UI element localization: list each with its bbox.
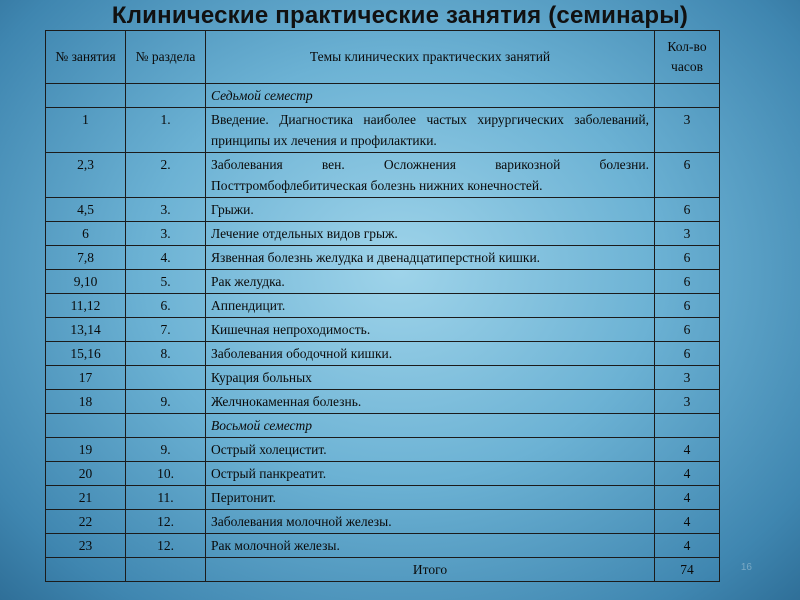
lesson-cell: 9,10: [46, 270, 126, 294]
topic-cell: Рак желудка.: [206, 270, 655, 294]
section-cell: 6.: [126, 294, 206, 318]
lesson-cell: 18: [46, 390, 126, 414]
table-row: [46, 342, 720, 366]
table-header-row: [46, 31, 720, 84]
lesson-cell: 6: [46, 222, 126, 246]
topic-cell: Лечение отдельных видов грыж.: [206, 222, 655, 246]
section-cell: 9.: [126, 438, 206, 462]
section-cell: 9.: [126, 390, 206, 414]
semester-label: Восьмой семестр: [206, 414, 655, 438]
lesson-cell: 17: [46, 366, 126, 390]
section-cell: 7.: [126, 318, 206, 342]
section-cell: 4.: [126, 246, 206, 270]
hours-cell: 6: [655, 294, 720, 318]
table-row: [46, 534, 720, 558]
hours-cell: [655, 84, 720, 108]
lesson-cell: 11,12: [46, 294, 126, 318]
topic-cell: Грыжи.: [206, 198, 655, 222]
table-row: [46, 246, 720, 270]
hours-cell: 6: [655, 318, 720, 342]
lesson-cell: 2,3: [46, 153, 126, 198]
topic-cell: Заболевания молочной железы.: [206, 510, 655, 534]
table-row: [46, 438, 720, 462]
table-row: [46, 510, 720, 534]
hours-cell: 6: [655, 246, 720, 270]
topic-cell: Курация больных: [206, 366, 655, 390]
hours-cell: 6: [655, 198, 720, 222]
total-label: Итого: [206, 558, 655, 582]
section-cell: 8.: [126, 342, 206, 366]
section-cell: 1.: [126, 108, 206, 153]
lesson-cell: 21: [46, 486, 126, 510]
semester-row: [46, 414, 720, 438]
hours-cell: 3: [655, 222, 720, 246]
hours-cell: 6: [655, 270, 720, 294]
page-title: Клинические практические занятия (семинары): [111, 2, 689, 29]
table-row: [46, 462, 720, 486]
topic-cell: Желчнокаменная болезнь.: [206, 390, 655, 414]
hours-cell: 6: [655, 342, 720, 366]
total-row: [46, 558, 720, 582]
section-cell: [126, 414, 206, 438]
section-cell: 10.: [126, 462, 206, 486]
topic-cell: Язвенная болезнь желудка и двенадцатиперстной кишки.: [206, 246, 655, 270]
hours-cell: 4: [655, 534, 720, 558]
hours-cell: 4: [655, 462, 720, 486]
topic-cell: Перитонит.: [206, 486, 655, 510]
lesson-cell: 13,14: [46, 318, 126, 342]
header-lesson-no: № занятия: [46, 31, 126, 84]
header-section-no: № раздела: [126, 31, 206, 84]
section-cell: [126, 558, 206, 582]
header-hours: Кол-во часов: [655, 31, 720, 84]
section-cell: 12.: [126, 534, 206, 558]
table-body: [46, 84, 720, 582]
section-cell: 2.: [126, 153, 206, 198]
topic-cell: Острый холецистит.: [206, 438, 655, 462]
table-row: [46, 390, 720, 414]
hours-cell: 4: [655, 510, 720, 534]
table-row: [46, 108, 720, 153]
total-hours: 74: [655, 558, 720, 582]
topic-cell: Аппендицит.: [206, 294, 655, 318]
hours-cell: 4: [655, 438, 720, 462]
hours-cell: 6: [655, 153, 720, 198]
topic-cell: Острый панкреатит.: [206, 462, 655, 486]
lesson-cell: [46, 414, 126, 438]
section-cell: 12.: [126, 510, 206, 534]
table-row: [46, 270, 720, 294]
semester-row: [46, 84, 720, 108]
table-row: [46, 198, 720, 222]
section-cell: 5.: [126, 270, 206, 294]
topic-cell: Рак молочной железы.: [206, 534, 655, 558]
table-row: [46, 366, 720, 390]
table-row: [46, 222, 720, 246]
lesson-cell: 7,8: [46, 246, 126, 270]
section-cell: [126, 366, 206, 390]
page-number: 16: [740, 562, 752, 573]
lesson-cell: 20: [46, 462, 126, 486]
hours-cell: 3: [655, 108, 720, 153]
table-row: [46, 153, 720, 198]
header-topic: Темы клинических практических занятий: [206, 31, 655, 84]
lesson-cell: 23: [46, 534, 126, 558]
lesson-cell: [46, 84, 126, 108]
lesson-cell: 1: [46, 108, 126, 153]
section-cell: 3.: [126, 222, 206, 246]
hours-cell: 3: [655, 366, 720, 390]
hours-cell: [655, 414, 720, 438]
topic-cell: Заболевания ободочной кишки.: [206, 342, 655, 366]
lesson-cell: [46, 558, 126, 582]
lesson-cell: 15,16: [46, 342, 126, 366]
section-cell: [126, 84, 206, 108]
schedule-table: [45, 30, 720, 582]
topic-cell: Кишечная непроходимость.: [206, 318, 655, 342]
topic-cell: Введение. Диагностика наиболее частых хирургических заболеваний, принципы их лечения и профилактики.: [206, 108, 655, 153]
hours-cell: 3: [655, 390, 720, 414]
section-cell: 3.: [126, 198, 206, 222]
table-row: [46, 294, 720, 318]
hours-cell: 4: [655, 486, 720, 510]
lesson-cell: 4,5: [46, 198, 126, 222]
lesson-cell: 22: [46, 510, 126, 534]
lesson-cell: 19: [46, 438, 126, 462]
topic-cell: Заболевания вен. Осложнения варикозной болезни. Посттромбофлебитическая болезнь нижних конечностей.: [206, 153, 655, 198]
section-cell: 11.: [126, 486, 206, 510]
table-row: [46, 486, 720, 510]
table-row: [46, 318, 720, 342]
semester-label: Седьмой семестр: [206, 84, 655, 108]
